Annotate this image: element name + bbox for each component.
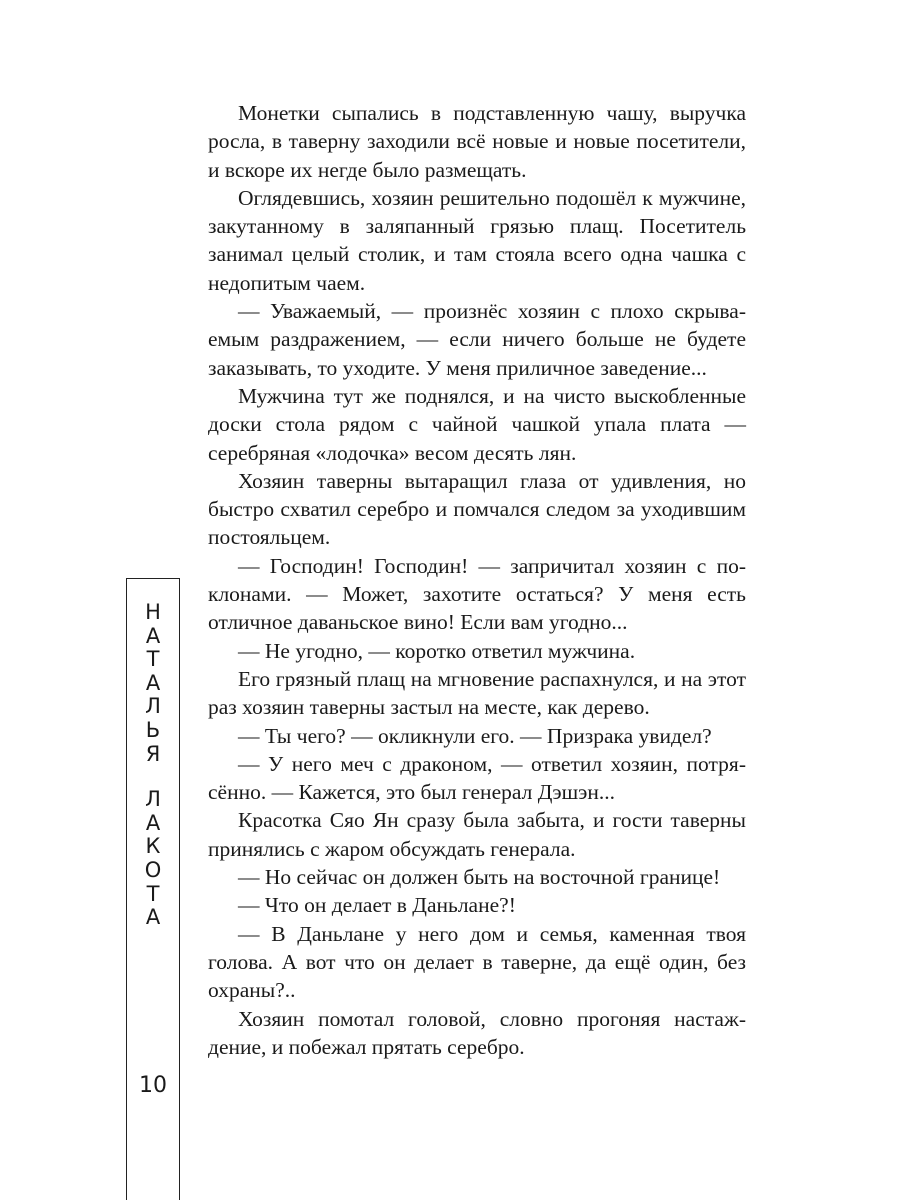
paragraph: — Уважаемый, — произнёс хозяин с плохо скрываемым раздражением, — если ничего больше не будете заказывать, то уходите. У меня приличное заведение... xyxy=(208,299,746,380)
paragraph: — В Даньлане у него дом и семья, каменная твоя голова. А вот что он делает в таверне, да ещё один, без охраны?.. xyxy=(208,921,746,1003)
paragraph: — Не угодно, — коротко ответил мужчина. xyxy=(238,638,636,663)
paragraph: Его грязный плащ на мгновение распахнулся, и на этот раз хозяин таверны застыл на месте, как дерево. xyxy=(208,666,746,720)
author-name-vertical xyxy=(127,601,179,930)
author-letter: А xyxy=(145,670,161,695)
paragraph: — Но сейчас он должен быть на восточной границе! xyxy=(238,865,721,890)
author-letter: А xyxy=(145,623,161,648)
paragraph: Хозяин таверны вытаращил глаза от удивления, но быстро схватил серебро и помчался следом за уходившим постояльцем. xyxy=(208,468,746,550)
body-text xyxy=(208,99,746,1061)
paragraph: Монетки сыпались в подставленную чашу, выручка росла, в таверну заходили всё новые и новые посетители, и вскоре их негде было размещать. xyxy=(208,101,746,182)
author-letter: Т xyxy=(146,881,160,906)
word-gap xyxy=(127,766,179,788)
page-number: 10 xyxy=(139,1073,167,1098)
paragraph: Мужчина тут же поднялся, и на чисто выскобленные доски стола рядом с чайной чашкой упала плата — серебряная «лодочка» весом десять лян. xyxy=(208,383,746,465)
paragraph: — Господин! Господин! — запричитал хозяин с поклонами. — Может, захотите остаться? У меня есть отличное даваньское вино! Если вам угодно... xyxy=(208,553,746,635)
author-letter: Н xyxy=(145,600,161,624)
paragraph: Красотка Сяо Ян сразу была забыта, и гости таверны принялись с жаром обсуждать генерала. xyxy=(208,808,746,861)
paragraph: — У него меч с драконом, — ответил хозяин, потрясённо. — Кажется, это был генерал Дэшэн... xyxy=(208,751,746,805)
author-letter: Л xyxy=(145,694,161,719)
paragraph: — Ты чего? — окликнули его. — Призрака увидел? xyxy=(238,723,712,748)
running-head-band xyxy=(126,578,180,1200)
paragraph: Оглядевшись, хозяин решительно подошёл к мужчине, закутанному в заляпанный грязью плащ. Посетитель занимал целый столик, и там стояла всего одна чашка с недопитым чаем. xyxy=(208,185,746,295)
author-letter: Ь xyxy=(145,717,161,742)
author-letter: Л xyxy=(145,787,161,812)
author-letter: О xyxy=(144,857,162,882)
author-letter: А xyxy=(145,905,161,930)
author-letter: А xyxy=(145,810,161,835)
paragraph: — Что он делает в Даньлане?! xyxy=(238,893,516,918)
paragraph: Хозяин помотал головой, словно прогоняя настаждение, и побежал прятать серебро. xyxy=(208,1006,746,1059)
author-letter: Я xyxy=(145,741,161,766)
author-letter: Т xyxy=(146,647,160,672)
author-letter: К xyxy=(145,834,161,859)
